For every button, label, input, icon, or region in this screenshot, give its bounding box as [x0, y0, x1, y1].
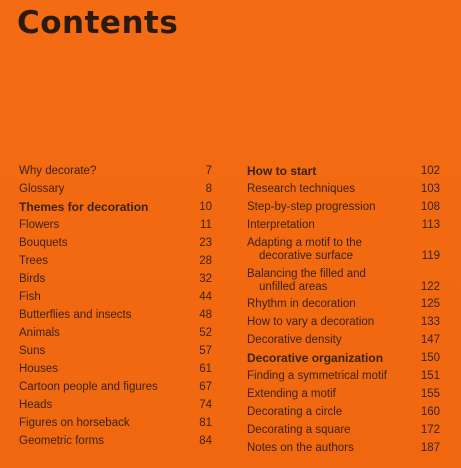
entry-page-number: 108	[420, 200, 440, 213]
entry-page-number: 52	[199, 327, 212, 339]
entry-title	[19, 345, 45, 359]
entry-title-line: Geometric forms	[19, 435, 104, 447]
entry-page-number: 8	[205, 183, 212, 195]
entry-title	[19, 399, 52, 413]
entry-page-number: 133	[420, 316, 440, 329]
entry-page-number: 151	[420, 370, 440, 383]
entry-title-line: Rhythm in decoration	[247, 298, 356, 311]
contents-entry[interactable]	[19, 323, 212, 341]
entry-page-number: 67	[199, 381, 212, 393]
entry-title-line: Step-by-step progression	[247, 200, 376, 213]
entry-title	[247, 298, 356, 312]
entry-page-number: 32	[199, 273, 212, 285]
contents-entry[interactable]	[19, 215, 212, 233]
entry-title	[247, 237, 362, 264]
entry-title	[247, 334, 342, 348]
entry-title-line: Glossary	[19, 183, 65, 195]
entry-page-number: 122	[420, 280, 440, 293]
entry-page-number: 81	[199, 417, 212, 429]
contents-entry[interactable]	[247, 295, 440, 313]
entry-title-line: Finding a symmetrical motif	[247, 370, 387, 383]
contents-entry[interactable]	[247, 264, 440, 295]
contents-entry[interactable]	[247, 402, 440, 420]
entry-title-line: Why decorate?	[19, 165, 97, 177]
entry-title	[19, 291, 41, 305]
entry-title-line: Birds	[19, 273, 46, 285]
contents-entry[interactable]	[247, 366, 440, 384]
entry-title	[19, 273, 45, 287]
entry-title	[247, 183, 355, 197]
entry-title-line: Decorating a circle	[247, 405, 343, 418]
entry-page-number: 147	[420, 334, 440, 347]
entry-title	[19, 417, 130, 431]
entry-title	[19, 435, 104, 449]
contents-right-column	[247, 161, 440, 456]
entry-title-line: Balancing the filled and	[247, 267, 366, 280]
entry-title-line: Bouquets	[19, 237, 68, 249]
entry-title-line: Interpretation	[247, 218, 315, 231]
entry-page-number: 57	[199, 345, 212, 357]
entry-title	[247, 388, 336, 402]
entry-page-number: 48	[199, 309, 212, 321]
contents-entry[interactable]	[19, 377, 212, 395]
entry-title-line: Decorative density	[247, 334, 342, 347]
entry-page-number: 28	[199, 255, 212, 267]
entry-title	[19, 183, 64, 197]
entry-title	[247, 316, 374, 330]
contents-entry[interactable]	[19, 359, 212, 377]
contents-entry[interactable]	[19, 179, 212, 197]
entry-title	[19, 327, 60, 341]
entry-title	[19, 381, 158, 395]
entry-title-line: Figures on horseback	[19, 417, 130, 429]
contents-entry[interactable]	[247, 438, 440, 456]
entry-page-number: 7	[205, 165, 212, 177]
contents-entry[interactable]	[247, 420, 440, 438]
entry-title-line: Fish	[19, 291, 41, 303]
contents-left-column	[19, 161, 212, 449]
contents-entry[interactable]	[247, 197, 440, 215]
entry-title	[19, 237, 68, 251]
entry-page-number: 61	[199, 363, 212, 375]
page-title: Contents	[17, 5, 179, 41]
contents-entry[interactable]	[247, 179, 440, 197]
entry-title-line: Animals	[19, 327, 60, 339]
contents-entry[interactable]	[19, 413, 212, 431]
entry-title	[247, 352, 383, 366]
entry-page-number: 172	[420, 423, 440, 436]
entry-page-number: 44	[199, 291, 212, 303]
entry-title-line: Butterflies and insects	[19, 309, 132, 321]
entry-title-line: Adapting a motif to the	[247, 236, 363, 249]
entry-title-line: Extending a motif	[247, 387, 336, 400]
entry-title-line: Decorative organization	[247, 351, 384, 366]
entry-title-line: Cartoon people and figures	[19, 381, 158, 393]
entry-title-line: Themes for decoration	[19, 200, 149, 214]
contents-entry[interactable]	[19, 287, 212, 305]
entry-title-line: How to vary a decoration	[247, 316, 375, 329]
entry-title-line: Heads	[19, 399, 53, 411]
entry-title	[19, 363, 58, 377]
contents-section-heading[interactable]	[247, 348, 440, 366]
contents-section-heading[interactable]	[19, 197, 212, 215]
contents-entry[interactable]	[19, 233, 212, 251]
entry-title	[247, 219, 315, 233]
contents-entry[interactable]	[247, 312, 440, 330]
contents-entry[interactable]	[247, 330, 440, 348]
entry-page-number: 119	[421, 249, 440, 262]
entry-title-line-2: unfilled areas	[259, 280, 328, 293]
entry-title-line: Flowers	[19, 219, 60, 231]
entry-title	[19, 165, 96, 179]
entry-title	[247, 406, 342, 420]
entry-title-line: How to start	[247, 163, 317, 178]
entry-title-line: Decorating a square	[247, 423, 351, 436]
entry-title-line-2: decorative surface	[259, 249, 353, 262]
entry-title	[247, 165, 316, 179]
contents-entry[interactable]	[19, 251, 212, 269]
entry-page-number: 155	[420, 387, 440, 400]
entry-page-number: 150	[420, 352, 440, 365]
entry-title	[247, 201, 375, 215]
contents-entry[interactable]	[247, 384, 440, 402]
entry-page-number: 160	[420, 405, 440, 418]
entry-title	[247, 268, 366, 295]
entry-page-number: 10	[199, 201, 212, 213]
entry-page-number: 113	[421, 218, 440, 231]
contents-entry[interactable]	[19, 305, 212, 323]
entry-title	[19, 309, 132, 323]
contents-entry[interactable]	[19, 395, 212, 413]
entry-title-line: Notes on the authors	[247, 441, 354, 454]
contents-entry[interactable]	[247, 233, 440, 264]
entry-page-number: 103	[420, 182, 440, 195]
entry-page-number: 23	[199, 237, 212, 249]
contents-section-heading[interactable]	[247, 161, 440, 179]
contents-entry[interactable]	[19, 161, 212, 179]
contents-entry[interactable]	[19, 431, 212, 449]
entry-title	[19, 201, 148, 215]
entry-page-number: 84	[199, 435, 212, 447]
entry-title-line: Suns	[19, 345, 46, 357]
entry-page-number: 102	[420, 164, 440, 177]
contents-entry[interactable]	[247, 215, 440, 233]
entry-title	[247, 442, 354, 456]
entry-title	[19, 219, 59, 233]
entry-title	[247, 370, 387, 384]
entry-title-line: Trees	[19, 255, 48, 267]
entry-page-number: 125	[420, 298, 440, 311]
entry-title	[19, 255, 48, 269]
entry-title-line: Research techniques	[247, 182, 356, 195]
entry-title-line: Houses	[19, 363, 58, 375]
entry-page-number: 74	[199, 399, 212, 411]
entry-page-number: 187	[420, 441, 440, 454]
entry-title	[247, 424, 351, 438]
entry-page-number: 11	[200, 219, 212, 231]
contents-entry[interactable]	[19, 269, 212, 287]
contents-entry[interactable]	[19, 341, 212, 359]
